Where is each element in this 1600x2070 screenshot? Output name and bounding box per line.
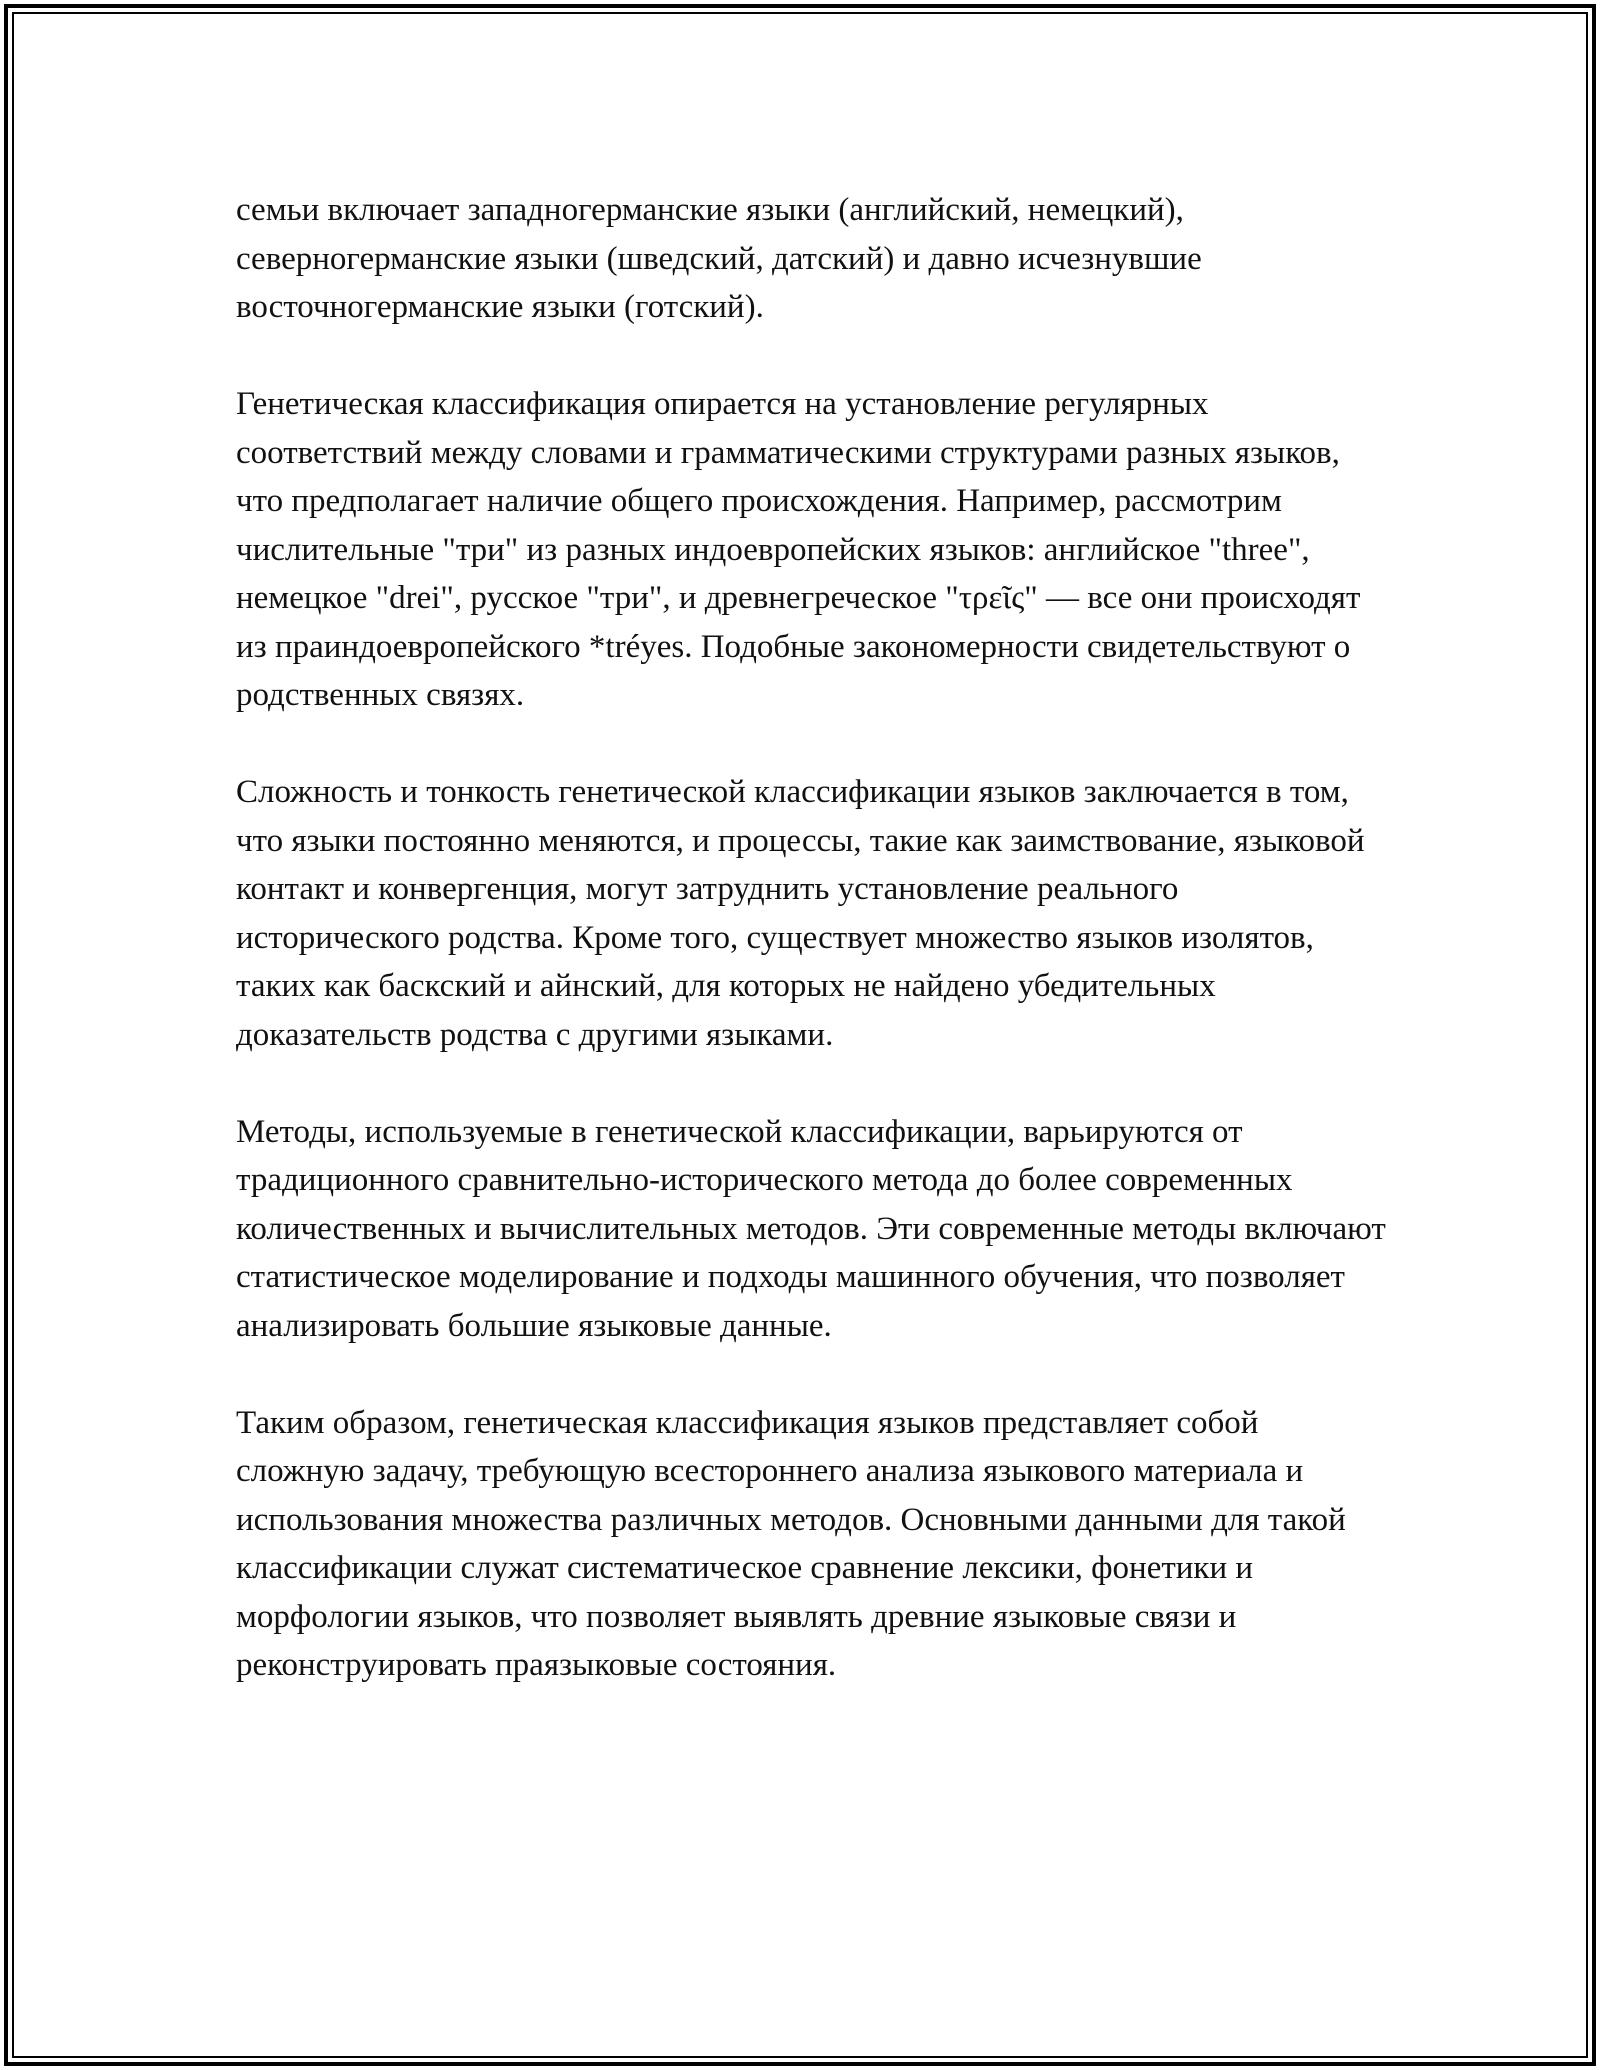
document-body: [236, 186, 1386, 1738]
paragraph-regular-correspondences: Генетическая классификация опирается на установление регулярных соответствий между словами и грамматическими структурами разных языков, что предполагает наличие общего происхождения. Например, рассмотрим числительные "три" из разных индоевропейских языков: английское "three", немецкое "drei", русское "три", и древнегреческое "τρεῖς" — все они происходят из праиндоевропейского *tréyes. Подобные закономерности свидетельствуют о родственных связях.: [236, 386, 1361, 713]
paragraph-germanic-branches: семьи включает западногерманские языки (английский, немецкий), северногерманские языки (шведский, датский) и давно исчезнувшие восточногерманские языки (готский).: [236, 192, 1202, 325]
paragraph-classification-methods: Методы, используемые в генетической классификации, варьируются от традиционного сравнительно-исторического метода до более современных количественных и вычислительных методов. Эти современные методы включают статистическое моделирование и подходы машинного обучения, что позволяет анализировать большие языковые данные.: [236, 1113, 1386, 1344]
paragraph-conclusion: Таким образом, генетическая классификация языков представляет собой сложную задачу, требующую всестороннего анализа языкового материала и использования множества различных методов. Основными данными для такой классификации служат систематическое сравнение лексики, фонетики и морфологии языков, что позволяет выявлять древние языковые связи и реконструировать праязыковые состояния.: [236, 1404, 1346, 1683]
paragraph-classification-complexity: Сложность и тонкость генетической классификации языков заключается в том, что языки постоянно меняются, и процессы, такие как заимствование, языковой контакт и конвергенция, могут затруднить установление реального исторического родства. Кроме того, существует множество языков изолятов, таких как баскский и айнский, для которых не найдено убедительных доказательств родства с другими языками.: [236, 774, 1365, 1053]
